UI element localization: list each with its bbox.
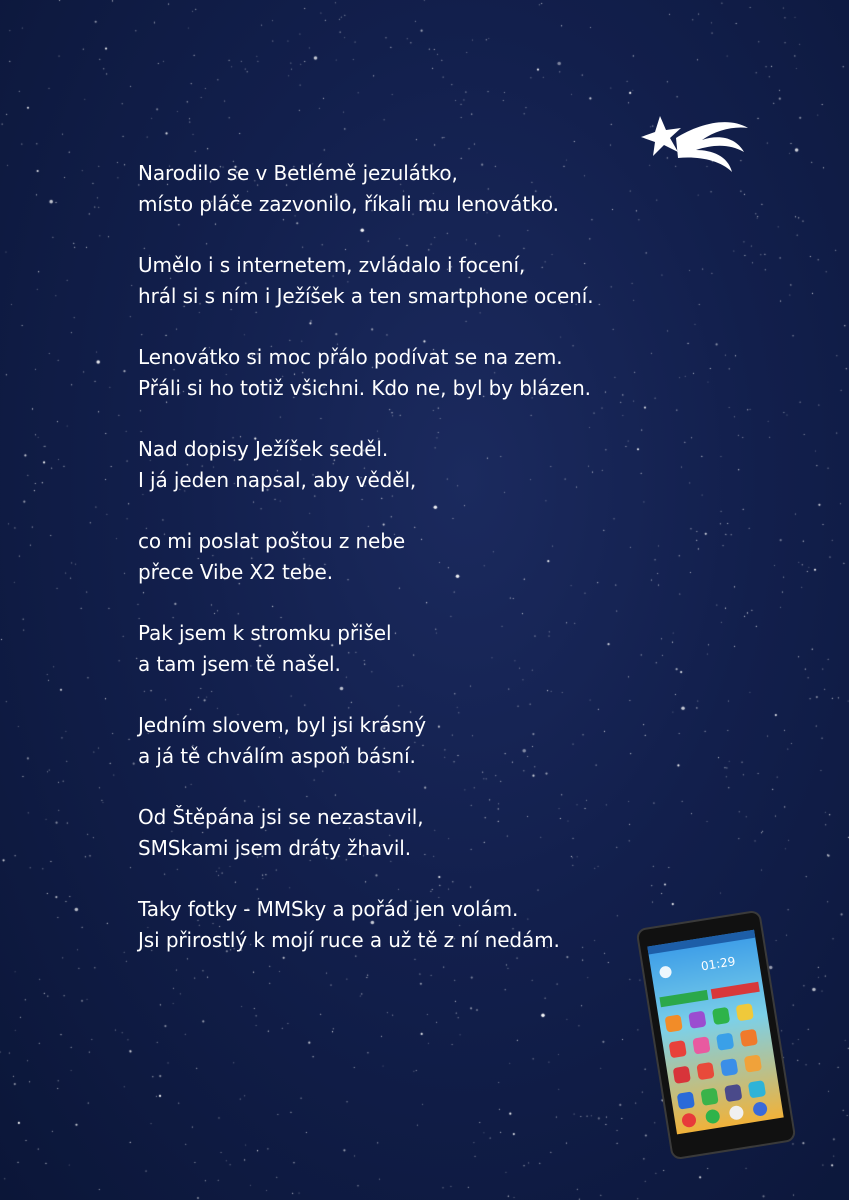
poem-line: Lenovátko si moc přálo podívat se na zem. [138,345,563,369]
stanza-1 [138,158,738,219]
poem-line: Umělo i s internetem, zvládalo i focení, [138,253,526,277]
poem-line: Jedním slovem, byl jsi krásný [138,713,426,737]
stanza-2 [138,250,738,311]
poem-line: I já jeden napsal, aby věděl, [138,467,417,492]
poem-line: Od Štěpána jsi se nezastavil, [138,805,424,829]
poem-line: Narodilo se v Betlémě jezulátko, [138,161,458,185]
stanza-6 [138,618,738,679]
poem-line: Pak jsem k stromku přišel [138,621,392,645]
poem-line: místo pláče zazvonilo, říkali mu lenovátko. [138,191,559,216]
poem-line: a já tě chválím aspoň básní. [138,743,416,768]
stanza-4 [138,434,738,495]
poem-line: Jsi přirostlý k mojí ruce a už tě z ní nedám. [138,927,560,952]
poem-line: Nad dopisy Ježíšek seděl. [138,437,389,461]
poem-line: Přáli si ho totiž všichni. Kdo ne, byl by blázen. [138,375,591,400]
stanza-7 [138,710,738,771]
phone-clock: 01:29 [700,954,737,974]
stanza-8 [138,802,738,863]
poem-line: Taky fotky - MMSky a pořád jen volám. [138,897,519,921]
poem [138,158,738,955]
poem-line: přece Vibe X2 tebe. [138,559,333,584]
poem-line: a tam jsem tě našel. [138,651,341,676]
poem-line: hrál si s ním i Ježíšek a ten smartphone ocení. [138,283,594,308]
poem-line: SMSkami jsem dráty žhavil. [138,835,411,860]
poem-line: co mi poslat poštou z nebe [138,529,406,553]
stanza-5 [138,526,738,587]
smartphone-illustration [626,905,806,1165]
stanza-3 [138,342,738,403]
